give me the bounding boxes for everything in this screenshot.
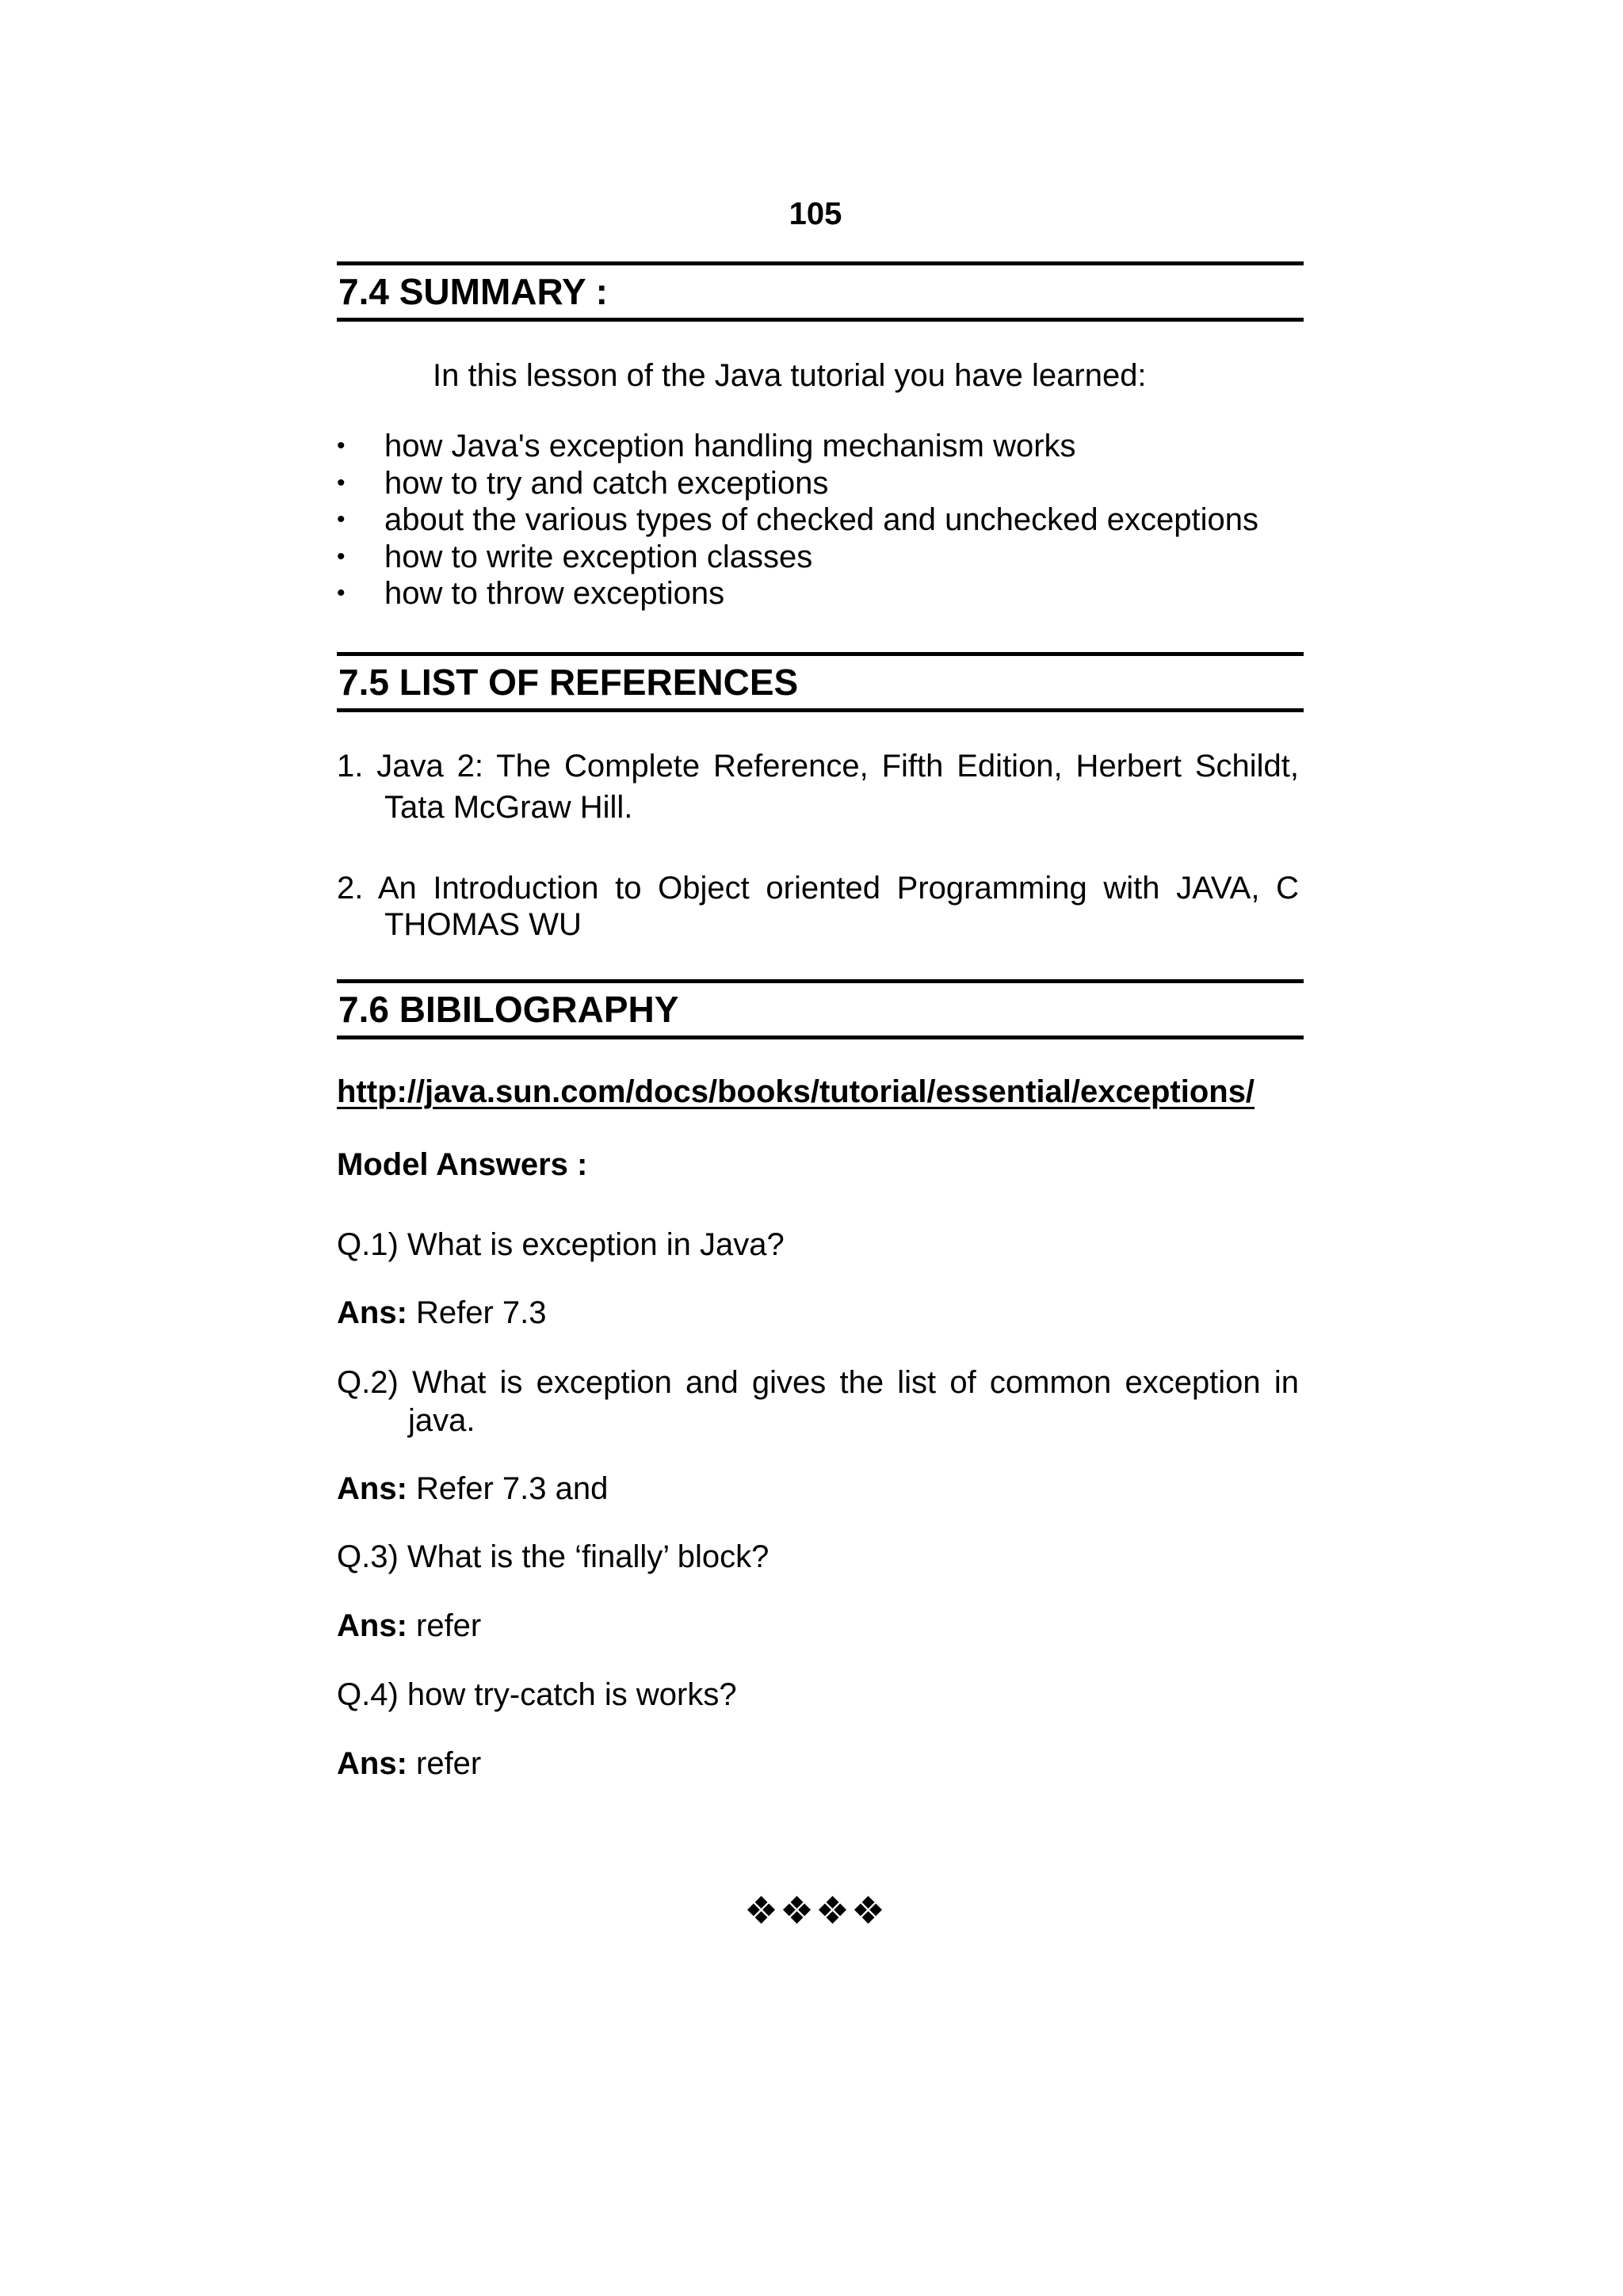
question-2-line-1: Q.2) What is exception and gives the list of common exception in xyxy=(337,1365,1299,1400)
bibliography-link[interactable]: http://java.sun.com/docs/books/tutorial/essential/exceptions/ xyxy=(337,1074,1255,1109)
answer-text: Refer 7.3 and xyxy=(407,1471,609,1506)
list-item-text: how to throw exceptions xyxy=(384,576,725,611)
reference-2-line-2: THOMAS WU xyxy=(384,907,582,942)
reference-1-line-2: Tata McGraw Hill. xyxy=(384,790,633,825)
question-4: Q.4) how try-catch is works? xyxy=(337,1677,737,1712)
bullet-icon: • xyxy=(337,433,346,459)
answer-text: Refer 7.3 xyxy=(407,1295,547,1330)
answer-text: refer xyxy=(407,1746,482,1781)
answer-text: refer xyxy=(407,1608,482,1643)
summary-heading: 7.4 SUMMARY : xyxy=(338,271,608,312)
question-1: Q.1) What is exception in Java? xyxy=(337,1227,785,1262)
summary-section-header xyxy=(337,261,1304,322)
bibliography-section-header xyxy=(337,979,1304,1039)
answer-2 xyxy=(337,1469,608,1508)
answer-label: Ans: xyxy=(337,1471,407,1506)
list-item-text: how Java's exception handling mechanism works xyxy=(384,429,1076,463)
answer-label: Ans: xyxy=(337,1608,407,1643)
answer-label: Ans: xyxy=(337,1746,407,1781)
answer-1 xyxy=(337,1293,547,1333)
question-3: Q.3) What is the ‘finally’ block? xyxy=(337,1539,769,1574)
diamond-ornament-icon: ❖❖❖❖ xyxy=(743,1889,888,1933)
answer-4 xyxy=(337,1744,481,1783)
bullet-icon: • xyxy=(337,580,346,606)
summary-intro: In this lesson of the Java tutorial you have learned: xyxy=(433,358,1147,393)
list-item-text: about the various types of checked and unchecked exceptions xyxy=(384,502,1258,537)
bullet-icon: • xyxy=(337,469,346,496)
reference-1-line-1: 1. Java 2: The Complete Reference, Fifth Edition, Herbert Schildt, xyxy=(337,749,1299,784)
list-item-text: how to write exception classes xyxy=(384,539,813,574)
page-number: 105 xyxy=(789,196,842,231)
references-section-header xyxy=(337,652,1304,712)
model-answers-heading: Model Answers : xyxy=(337,1147,588,1182)
bullet-icon: • xyxy=(337,543,346,570)
question-2-line-2: java. xyxy=(408,1403,475,1438)
reference-2-line-1: 2. An Introduction to Object oriented Programming with JAVA, C xyxy=(337,871,1299,906)
bullet-icon: • xyxy=(337,506,346,532)
answer-3 xyxy=(337,1606,481,1646)
answer-label: Ans: xyxy=(337,1295,407,1330)
references-heading: 7.5 LIST OF REFERENCES xyxy=(338,662,799,703)
list-item-text: how to try and catch exceptions xyxy=(384,465,829,501)
bibliography-heading: 7.6 BIBILOGRAPHY xyxy=(338,989,679,1030)
